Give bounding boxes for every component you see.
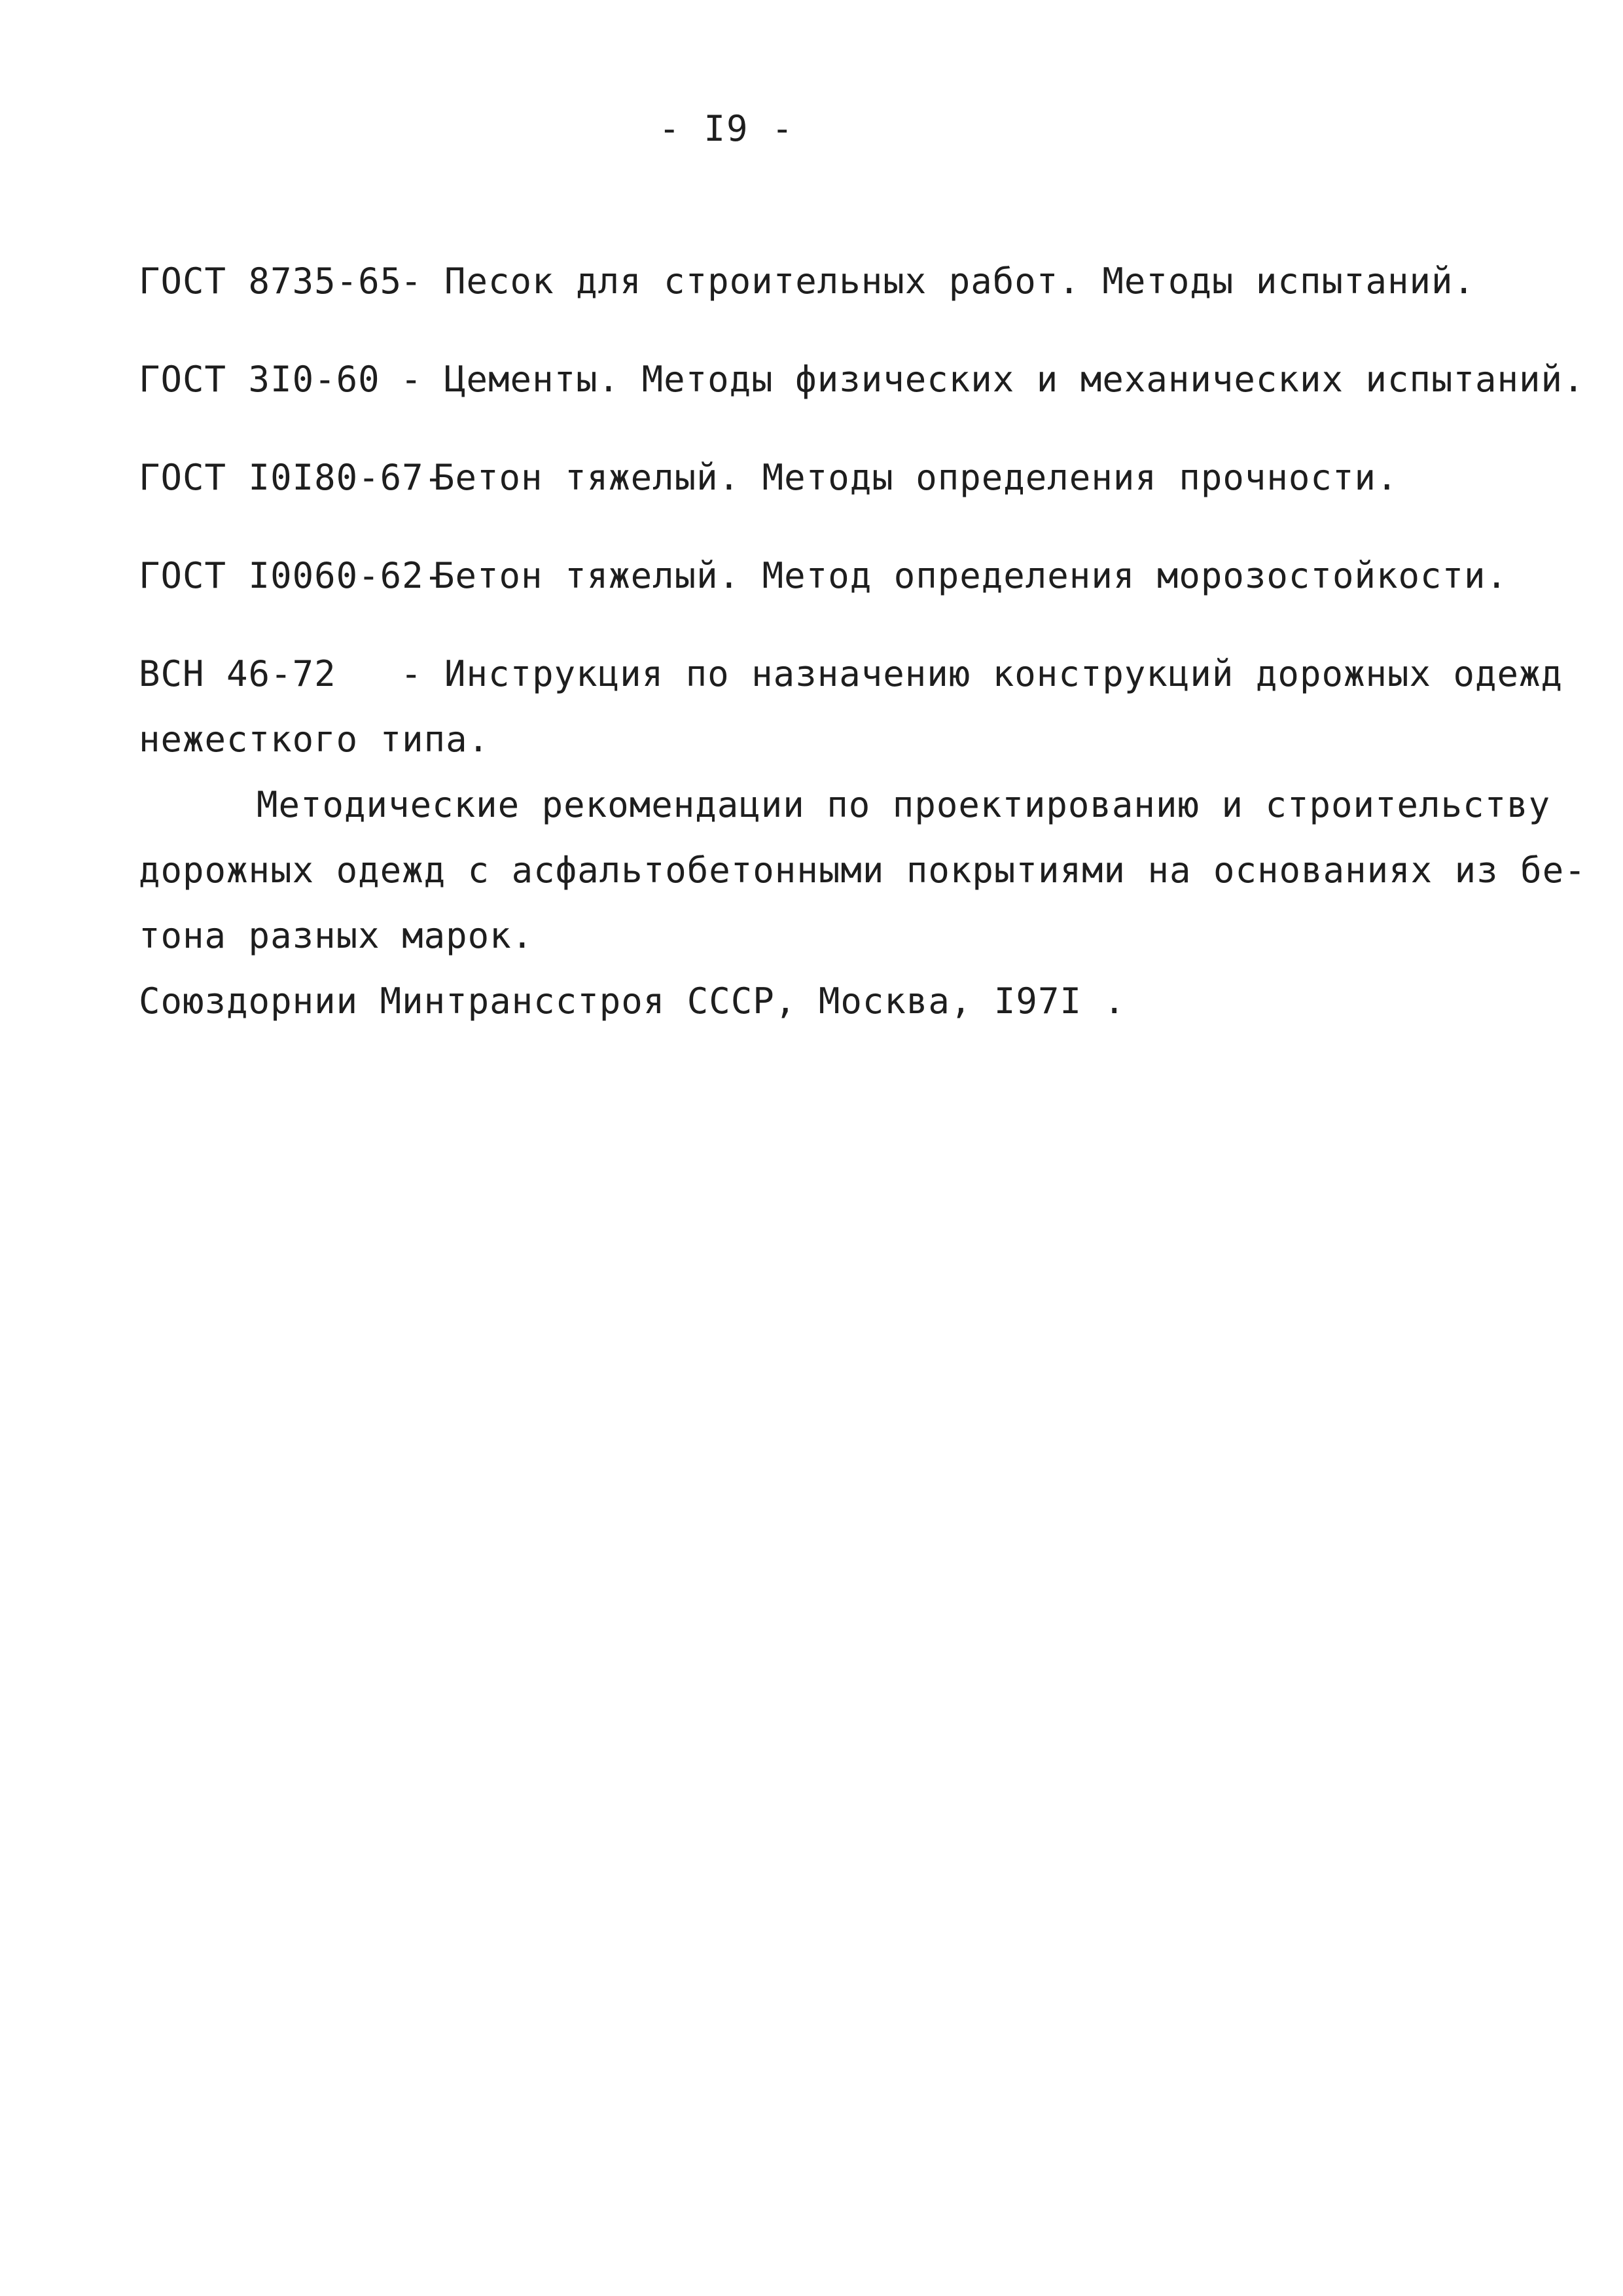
page-number: - I9 -	[658, 108, 794, 149]
reference-title: - Песок для строительных работ. Методы испытаний.	[401, 260, 1476, 302]
reference-vsn-46-72	[139, 651, 1563, 697]
recommendation-line-2: дорожных одежд с асфальтобетонными покрытиями на основаниях из бе-	[139, 850, 1586, 891]
reference-gost-10180	[139, 455, 1398, 501]
reference-title: Бетон тяжелый. Метод определения морозостойкости.	[433, 555, 1508, 596]
reference-code: ВСН 46-72	[139, 653, 336, 694]
reference-code: ГОСТ 3I0-60	[139, 359, 402, 400]
reference-title: - Цементы. Методы физических и механических испытаний.	[401, 359, 1585, 400]
recommendation-line-3: тона разных марок.	[139, 915, 534, 956]
reference-code: ГОСТ I0060-62-	[139, 555, 446, 596]
reference-title: - Инструкция по назначению конструкций дорожных одежд	[401, 653, 1563, 694]
reference-code: ГОСТ I0I80-67-	[139, 457, 446, 498]
reference-gost-310	[139, 357, 1585, 403]
reference-continuation: нежесткого типа.	[139, 719, 490, 760]
recommendation-publisher: Союздорнии Минтрансстроя СССР, Москва, I97I .	[139, 980, 1126, 1022]
recommendation-line-1: Методические рекомендации по проектированию и строительству	[257, 784, 1551, 825]
reference-code: ГОСТ 8735-65	[139, 260, 402, 302]
reference-title: Бетон тяжелый. Методы определения прочности.	[433, 457, 1399, 498]
reference-gost-8735	[139, 259, 1475, 304]
reference-gost-10060	[139, 553, 1508, 599]
